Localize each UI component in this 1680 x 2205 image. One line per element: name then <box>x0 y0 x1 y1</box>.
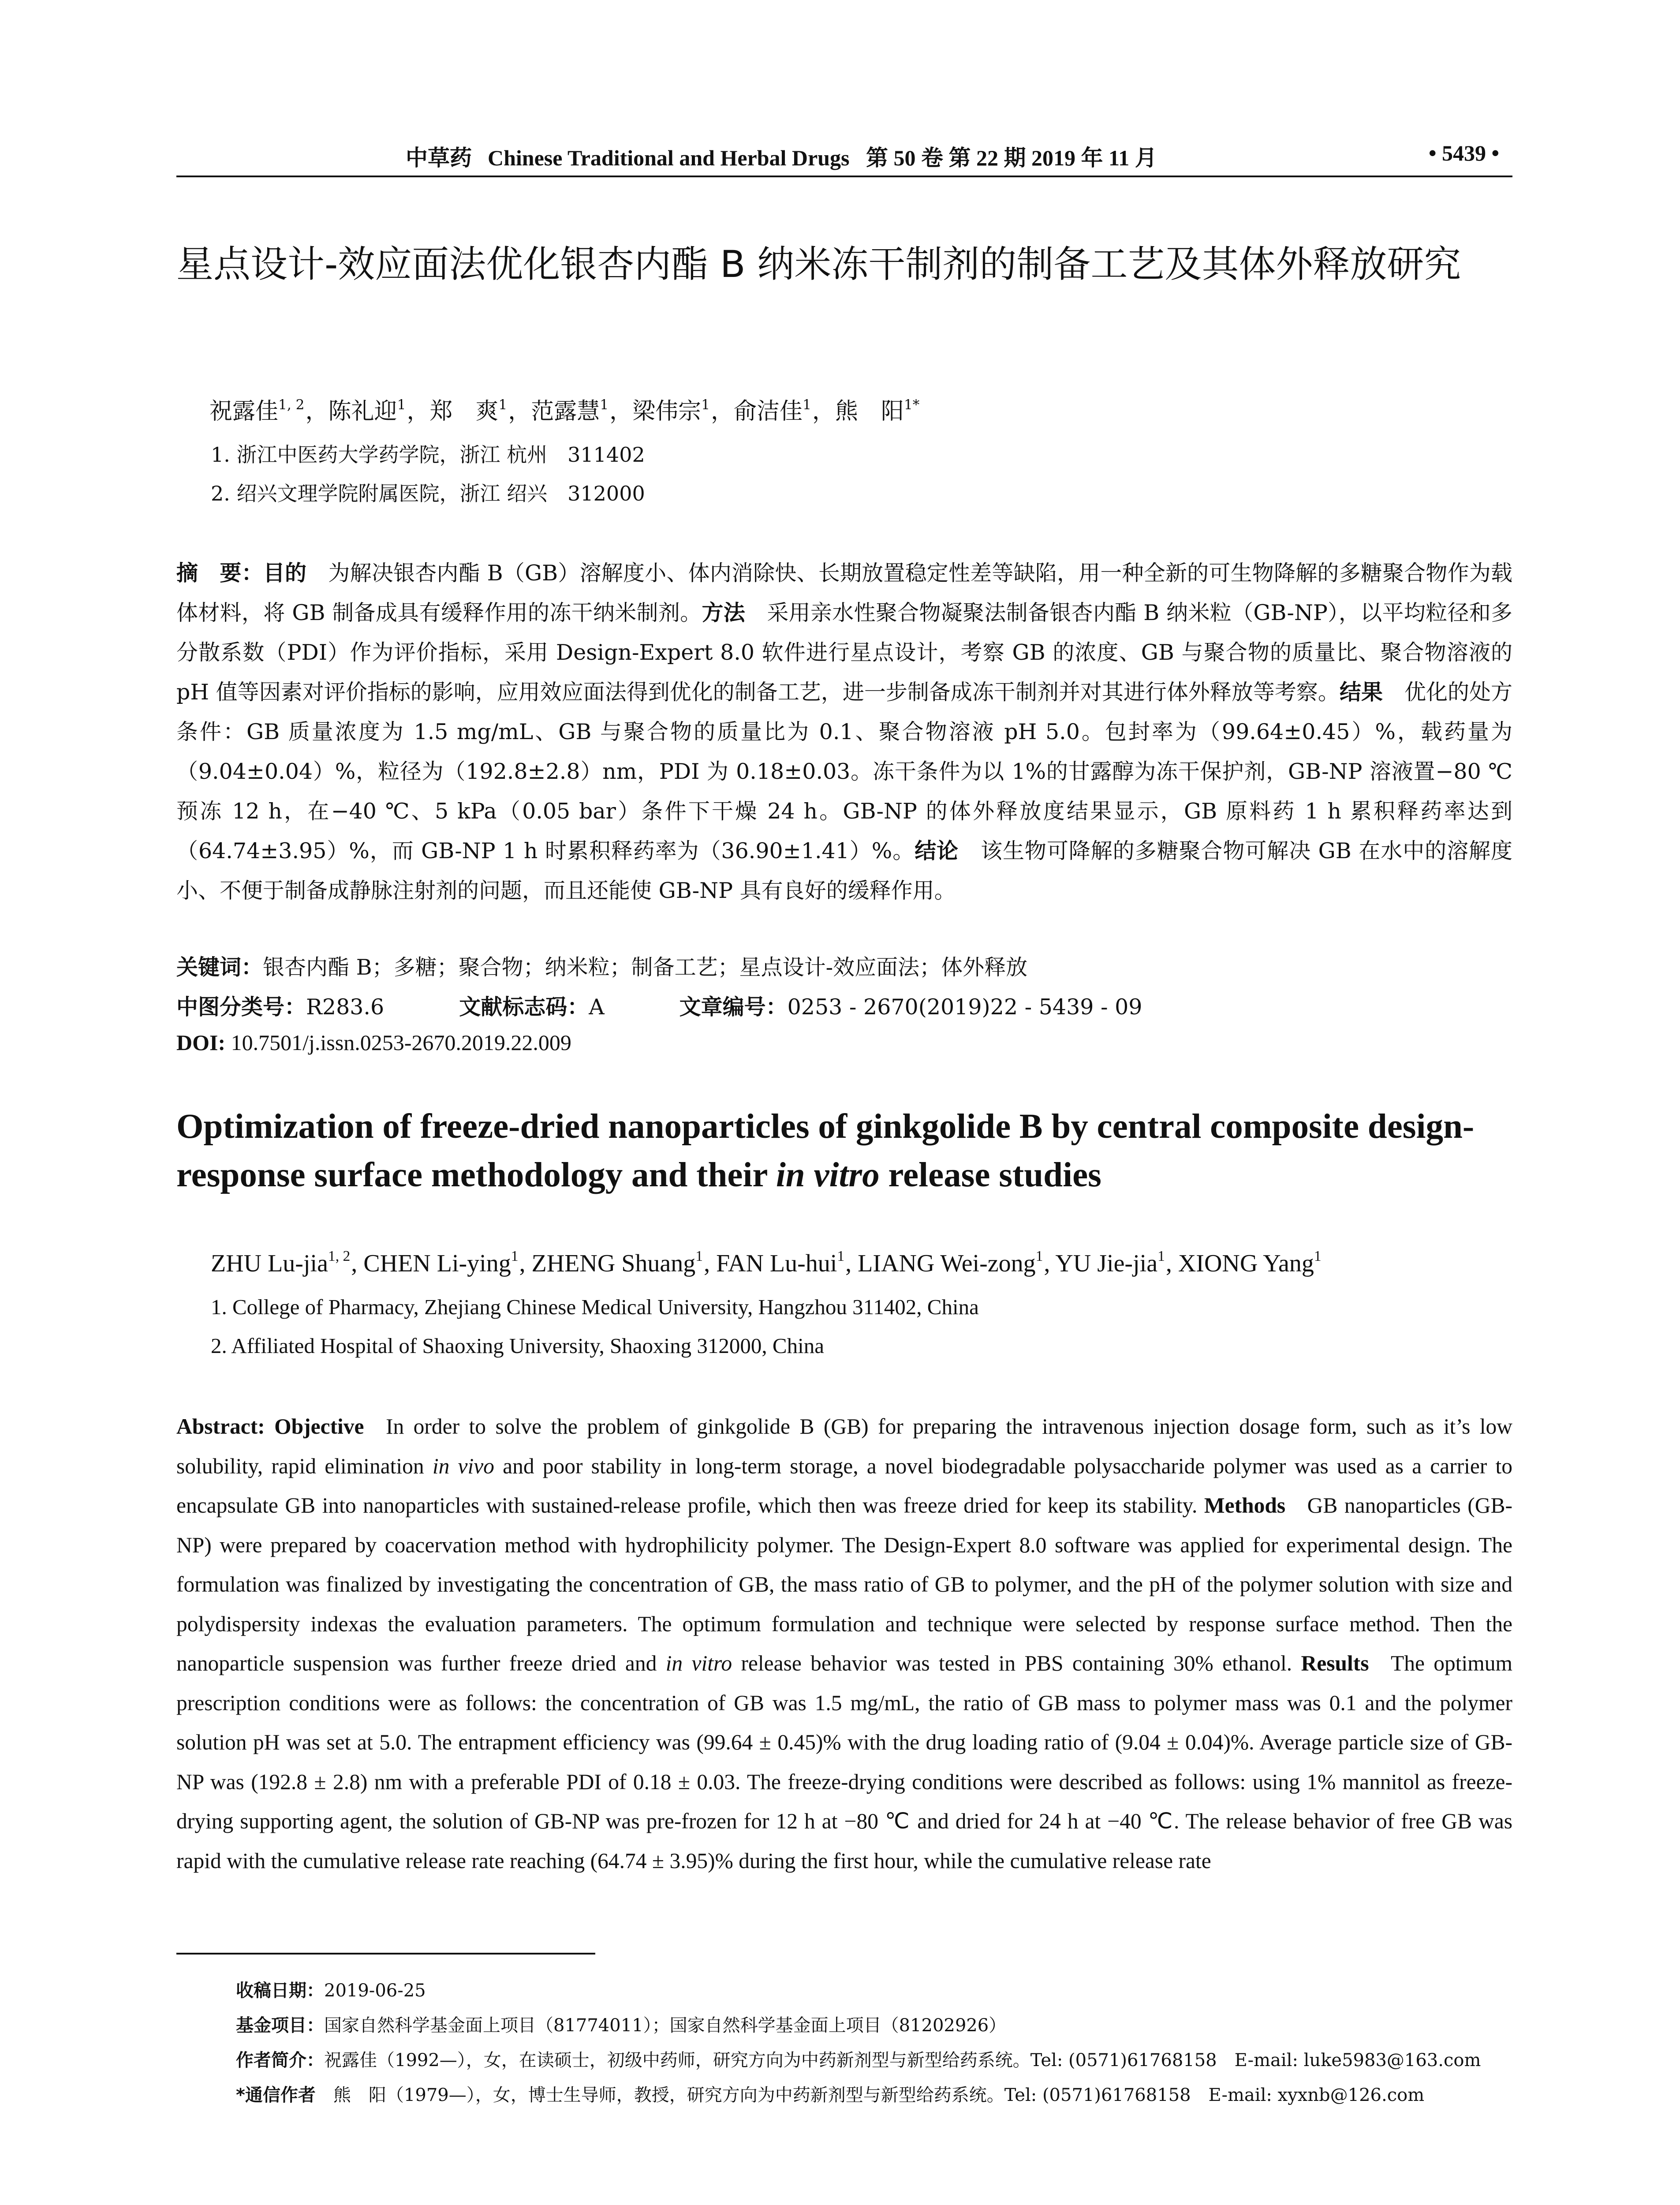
keywords-cn-label: 关键词： <box>176 955 263 980</box>
footnote-received: 收稿日期：2019-06-25 <box>236 1981 426 2001</box>
abstract-cn <box>176 553 1512 911</box>
doi-line <box>176 1030 1512 1055</box>
affiliation-cn-2: 2. 绍兴文理学院附属医院，浙江 绍兴 312000 <box>211 482 645 505</box>
author-en: ZHENG Shuang$^1$, <box>531 1248 717 1277</box>
conclusion-cn-label: 结论 <box>915 838 959 863</box>
author-en: YU Jie-jia$^1$, <box>1055 1248 1178 1277</box>
clc-number: R283.6 <box>306 994 385 1020</box>
doc-code-label: 文献标志码： <box>459 994 589 1020</box>
journal-name-en: Chinese Traditional and Herbal Drugs <box>488 146 850 170</box>
objective-cn-text: 为解决银杏内酯 B（GB）溶解度小、体内消除快、长期放置稳定性差等缺陷，用一种全新的可生物降解的多糖聚合物作为载体材料，将 GB 制备成具有缓释作用的冻干纳米制剂。 <box>176 561 1512 625</box>
footnote-funding: 基金项目：国家自然科学基金面上项目（81774011）；国家自然科学基金面上项目（81202926） <box>236 2015 1007 2036</box>
author-cn: 熊 阳$^{1*}$ <box>835 397 920 425</box>
results-en-label: Results <box>1301 1651 1369 1675</box>
author-cn: 陈礼迎$^1$， <box>328 397 430 425</box>
objective-en-label: Objective <box>274 1414 364 1439</box>
footnotes <box>236 1973 1523 2113</box>
doc-code: A <box>589 994 605 1020</box>
results-cn-text: 优化的处方条件：GB 质量浓度为 1.5 mg/mL、GB 与聚合物的质量比为 0.1、聚合物溶液 pH 5.0。包封率为（99.64±0.45）%，载药量为（9.04±0.04）%，粒径为（192.8±2.8）nm，PDI 为 0.18±0.03。冻干条件为以 1%的甘露醇为冻干保护剂，GB-NP 溶液置−80 ℃预冻 12 h，在−40 ℃、5 kPa（0.05 bar）条件下干燥 24 h。GB-NP 的体外释放度结果显示，GB 原料药 1 h 累积释药率达到（64.74±3.95）%，而 GB-NP 1 h 时累积释药率为（36.90±1.41）%。 <box>176 680 1512 863</box>
keywords-cn <box>176 950 1512 981</box>
affiliation-cn-1: 1. 浙江中医药大学药学院，浙江 杭州 311402 <box>211 443 645 467</box>
abstract-cn-label: 摘 要： <box>176 561 263 586</box>
methods-cn-text: 采用亲水性聚合物凝聚法制备银杏内酯 B 纳米粒（GB-NP），以平均粒径和多分散系数（PDI）作为评价指标，采用 Design-Expert 8.0 软件进行星点设计，考察 GB 的浓度、GB 与聚合物的质量比、聚合物溶液的 pH 值等因素对评价指标的影响，应用效应面法得到优化的制备工艺，进一步制备成冻干制剂并对其进行体外释放等考察。 <box>176 600 1512 705</box>
journal-name-cn: 中草药 <box>406 145 472 171</box>
affiliation-en-2: 2. Affiliated Hospital of Shaoxing University, Shaoxing 312000, China <box>211 1334 824 1358</box>
author-cn: 梁伟宗$^1$， <box>632 397 734 425</box>
conclusion-cn-text: 该生物可降解的多糖聚合物可解决 GB 在水中的溶解度小、不便于制备成静脉注射剂的问题，而且还能使 GB-NP 具有良好的缓释作用。 <box>176 838 1512 903</box>
abstract-en: Abstract: Objective In order to solve the problem of ginkgolide B (GB) for preparing the intravenous injection dosage form, such as it’s low solubility, rapid elimination in vivo and poor stability in long-term storage, a novel biodegradable polysaccharide polymer was used as a carrier to encapsulate GB into nanoparticles with sustained-release profile, which then was freeze dried for keep its stability. Methods GB nanoparticles (GB-NP) were prepared by coacervation method with hydrophilicity polymer. The Design-Expert 8.0 software was applied for experimental design. The formulation was finalized by investigating the concentration of GB, the mass ratio of GB to polymer, and the pH of the polymer solution with size and polydispersity indexas the evaluation parameters. The optimum formulation and technique were selected by response surface method. Then the nanoparticle suspension was further freeze dried and in vitro release behavior was tested in PBS containing 30% ethanol. Results The optimum prescription conditions were as follows: the concentration of GB was 1.5 mg/mL, the ratio of GB mass to polymer mass was 0.1 and the polymer solution pH was set at 5.0. The entrapment efficiency was (99.64 ± 0.45)% with the drug loading ratio of (9.04 ± 0.04)%. Average particle size of GB-NP was (192.8 ± 2.8) nm with a preferable PDI of 0.18 ± 0.03. The freeze-drying conditions were described as follows: using 1% mannitol as freeze-drying supporting agent, the solution of GB-NP was pre-frozen for 12 h at −80 ℃ and dried for 24 h at −40 ℃. The release behavior of free GB was rapid with the cumulative release rate reaching (64.74 ± 3.95)% during the first hour, while the cumulative release rate <box>176 1414 1513 1873</box>
journal-info <box>406 140 1157 172</box>
title-en: Optimization of freeze-dried nanoparticles of ginkgolide B by central composite design-response surface methodology and their in vitro release studies <box>176 1107 1475 1194</box>
abstract-en-label: Abstract: <box>176 1414 265 1439</box>
author-en: CHEN Li-ying$^1$, <box>363 1248 532 1277</box>
footnote-divider <box>176 1953 595 1955</box>
doi-label: DOI: <box>176 1030 226 1055</box>
article-number-label: 文章编号： <box>679 994 788 1020</box>
objective-cn-label: 目的 <box>263 561 307 586</box>
footnote-author-bio: 作者简介：祝露佳（1992—），女，在读硕士，初级中药师，研究方向为中药新剂型与新型给药系统。Tel: (0571)61768158 E-mail: luke5983@163.com <box>236 2050 1481 2070</box>
footnote-corresponding: *通信作者 熊 阳（1979—），女，博士生导师，教授，研究方向为中药新剂型与新型给药系统。Tel: (0571)61768158 E-mail: xyxnb@126.com <box>236 2085 1425 2105</box>
author-cn: 郑 爽$^1$， <box>429 397 531 425</box>
page-number: • 5439 • <box>1428 141 1499 165</box>
author-en: FAN Lu-hui$^1$, <box>716 1248 858 1277</box>
clc-label: 中图分类号： <box>176 994 306 1020</box>
title-cn: 星点设计-效应面法优化银杏内酯 B 纳米冻干制剂的制备工艺及其体外释放研究 <box>176 243 1461 286</box>
affiliation-en-1: 1. College of Pharmacy, Zhejiang Chinese Medical University, Hangzhou 311402, China <box>211 1295 979 1319</box>
author-cn: 俞洁佳$^1$， <box>734 397 835 425</box>
running-header <box>176 140 1512 177</box>
methods-en-label: Methods <box>1204 1493 1286 1517</box>
authors-cn <box>209 392 1488 426</box>
methods-cn-label: 方法 <box>702 600 746 625</box>
issue-info: 第 50 卷 第 22 期 2019 年 11 月 <box>866 146 1157 170</box>
keywords-cn-text: 银杏内酯 B；多糖；聚合物；纳米粒；制备工艺；星点设计-效应面法；体外释放 <box>263 955 1028 980</box>
article-number: 0253 - 2670(2019)22 - 5439 - 09 <box>787 994 1142 1020</box>
doi-value[interactable]: 10.7501/j.issn.0253-2670.2019.22.009 <box>231 1030 571 1055</box>
authors-en <box>211 1248 1534 1278</box>
results-cn-label: 结果 <box>1339 680 1383 705</box>
author-cn: 范露慧$^1$， <box>531 397 633 425</box>
classification-line <box>176 990 1512 1021</box>
author-en: LIANG Wei-zong$^1$, <box>858 1248 1056 1277</box>
results-en-text: The optimum prescription conditions were as follows: the concentration of GB was 1.5 mg/mL, the ratio of GB mass to polymer mass was 0.1 and the polymer solution pH was set at 5.0. The entrapment efficiency was (99.64 ± 0.45)% with the drug loading ratio of (9.04 ± 0.04)%. Average particle size of GB-NP was (192.8 ± 2.8) nm with a preferable PDI of 0.18 ± 0.03. The freeze-drying conditions were described as follows: using 1% mannitol as freeze-drying supporting agent, the solution of GB-NP was pre-frozen for 12 h at −80 ℃ and dried for 24 h at −40 ℃. The release behavior of free GB was rapid with the cumulative release rate reaching (64.74 ± 3.95)% during the first hour, while the cumulative release rate <box>176 1651 1513 1873</box>
author-cn: 祝露佳$^{1, 2}$， <box>209 397 329 425</box>
author-en: XIONG Yang$^1$ <box>1178 1248 1322 1277</box>
author-en: ZHU Lu-jia$^{1, 2}$, <box>211 1248 364 1277</box>
